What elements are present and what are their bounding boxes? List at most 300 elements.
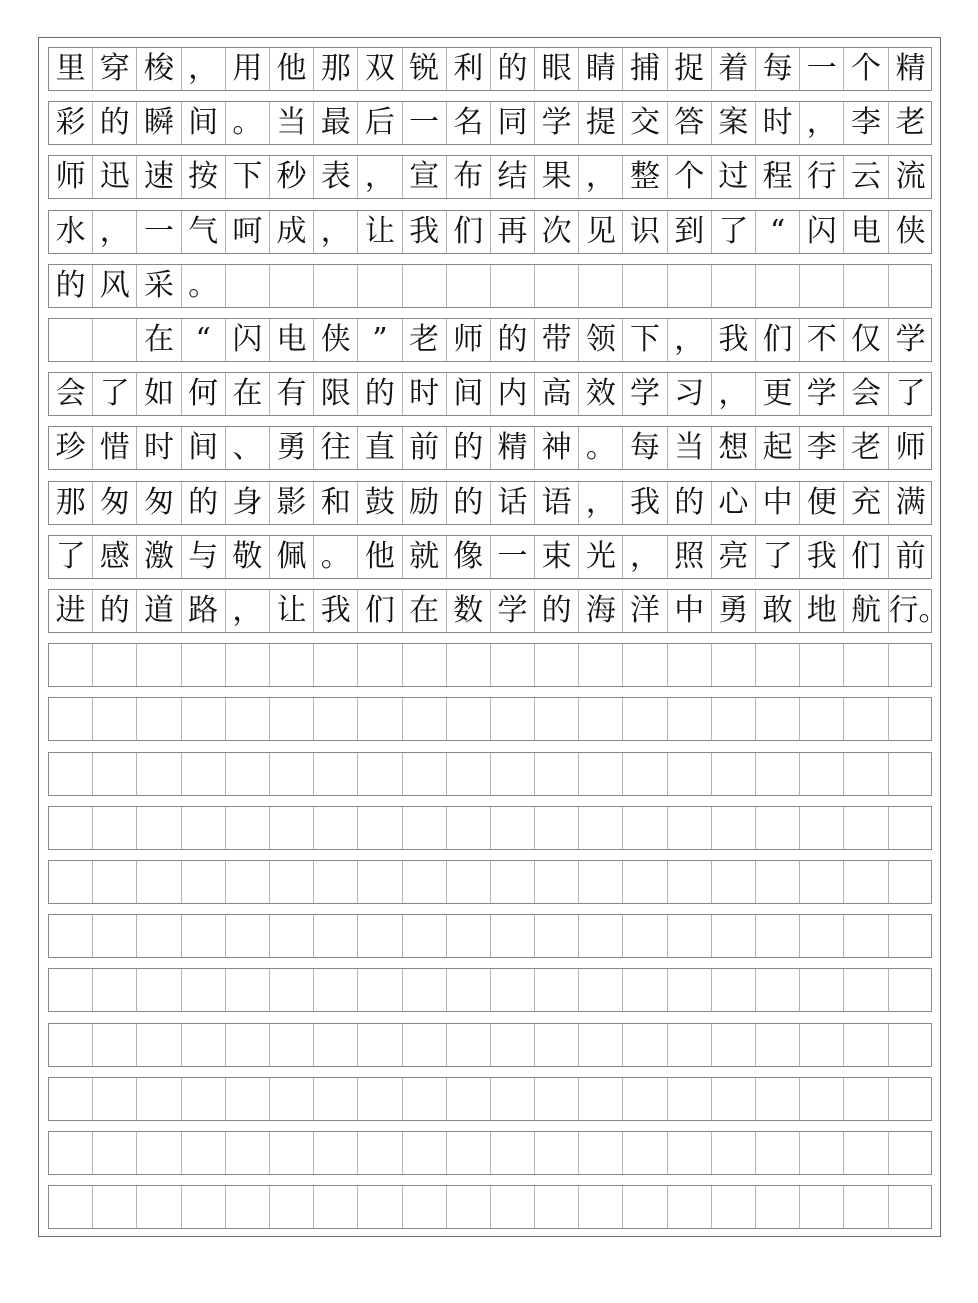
grid-cell: 在: [226, 373, 270, 415]
grid-cell: 们: [756, 319, 800, 361]
grid-cell: 前: [403, 427, 447, 469]
grid-cell: 穿: [93, 48, 137, 90]
grid-cell: 个: [668, 156, 712, 198]
grid-cell: 地: [800, 590, 844, 632]
grid-cell: 了: [756, 536, 800, 578]
grid-cell: [270, 1024, 314, 1066]
grid-cell: [226, 807, 270, 849]
grid-cell: 当: [668, 427, 712, 469]
grid-cell: 下: [226, 156, 270, 198]
grid-cell: 充: [844, 482, 888, 524]
text-row: [48, 264, 932, 308]
grid-cell: 会: [844, 373, 888, 415]
grid-cell: 心: [712, 482, 756, 524]
grid-cell: 会: [49, 373, 93, 415]
grid-cell: 后: [358, 102, 402, 144]
grid-cell: ，: [314, 211, 358, 253]
grid-cell: [535, 753, 579, 795]
grid-cell: 起: [756, 427, 800, 469]
grid-cell: 老: [844, 427, 888, 469]
grid-cell: [447, 698, 491, 740]
grid-cell: 何: [182, 373, 226, 415]
grid-cell: 像: [447, 536, 491, 578]
grid-cell: [182, 1024, 226, 1066]
grid-cell: [358, 915, 402, 957]
grid-cell: 交: [623, 102, 667, 144]
grid-cell: [93, 861, 137, 903]
grid-cell: [668, 1078, 712, 1120]
blank-row: [48, 1185, 932, 1229]
grid-cell: 敬: [226, 536, 270, 578]
grid-cell: [579, 644, 623, 686]
grid-cell: [800, 1132, 844, 1174]
grid-cell: [270, 1078, 314, 1120]
grid-cell: 就: [403, 536, 447, 578]
grid-cell: [668, 1186, 712, 1228]
grid-cell: [623, 969, 667, 1011]
grid-cell: 让: [358, 211, 402, 253]
grid-cell: 时: [137, 427, 181, 469]
grid-cell: [49, 698, 93, 740]
grid-cell: 一: [137, 211, 181, 253]
grid-cell: [800, 753, 844, 795]
grid-cell: [491, 644, 535, 686]
grid-cell: [270, 265, 314, 307]
grid-cell: 时: [403, 373, 447, 415]
grid-cell: [800, 698, 844, 740]
grid-cell: [889, 753, 933, 795]
grid-cell: [623, 1132, 667, 1174]
grid-cell: [712, 861, 756, 903]
grid-cell: 云: [844, 156, 888, 198]
grid-cell: [889, 265, 933, 307]
grid-cell: [579, 698, 623, 740]
grid-cell: 们: [447, 211, 491, 253]
grid-cell: 表: [314, 156, 358, 198]
grid-cell: 影: [270, 482, 314, 524]
grid-cell: [182, 1186, 226, 1228]
grid-cell: 在: [403, 590, 447, 632]
grid-cell: 捕: [623, 48, 667, 90]
grid-cell: [358, 753, 402, 795]
grid-cell: 神: [535, 427, 579, 469]
grid-cell: 语: [535, 482, 579, 524]
grid-cell: [579, 807, 623, 849]
grid-cell: 我: [403, 211, 447, 253]
grid-cell: [403, 915, 447, 957]
grid-cell: [182, 969, 226, 1011]
grid-cell: [668, 1132, 712, 1174]
grid-cell: 了: [93, 373, 137, 415]
grid-cell: 们: [844, 536, 888, 578]
grid-cell: [579, 915, 623, 957]
grid-cell: 了: [712, 211, 756, 253]
grid-cell: 个: [844, 48, 888, 90]
grid-cell: 结: [491, 156, 535, 198]
grid-cell: 行。: [888, 593, 949, 628]
grid-cell: 、: [226, 427, 270, 469]
text-row: [48, 155, 932, 199]
grid-cell: 睛: [579, 48, 623, 90]
grid-cell: [889, 1186, 933, 1228]
grid-cell: 风: [93, 265, 137, 307]
grid-cell: [226, 265, 270, 307]
grid-cell: [93, 319, 137, 361]
grid-cell: [49, 969, 93, 1011]
grid-cell: [314, 915, 358, 957]
grid-cell: [668, 753, 712, 795]
grid-cell: 。: [579, 427, 623, 469]
grid-cell: [314, 861, 358, 903]
grid-cell: [800, 1186, 844, 1228]
grid-cell: [49, 1186, 93, 1228]
grid-cell: ，: [226, 590, 270, 632]
grid-cell: 中: [668, 590, 712, 632]
grid-cell: 提: [579, 102, 623, 144]
grid-cell: [579, 861, 623, 903]
grid-cell: [712, 1132, 756, 1174]
grid-cell: 用: [226, 48, 270, 90]
grid-cell: 侠: [314, 319, 358, 361]
grid-cell: [226, 915, 270, 957]
grid-cell: 老: [895, 105, 926, 141]
grid-cell: [491, 1078, 535, 1120]
grid-cell: “: [756, 211, 800, 253]
grid-cell: [756, 698, 800, 740]
grid-cell: [270, 1132, 314, 1174]
grid-cell: 着: [712, 48, 756, 90]
grid-cell: [756, 807, 800, 849]
grid-cell: [491, 807, 535, 849]
grid-cell: [182, 644, 226, 686]
grid-cell: [403, 265, 447, 307]
grid-cell: 同: [491, 102, 535, 144]
grid-cell: 里: [49, 48, 93, 90]
grid-cell: [403, 753, 447, 795]
text-row: [48, 481, 932, 525]
grid-cell: 我: [800, 536, 844, 578]
grid-cell: [756, 753, 800, 795]
grid-cell: 电: [270, 319, 314, 361]
grid-cell: 满: [895, 484, 926, 520]
grid-cell: 间: [447, 373, 491, 415]
grid-cell: [623, 915, 667, 957]
grid-cell: [712, 265, 756, 307]
grid-cell: 佩: [270, 536, 314, 578]
grid-cell: [535, 807, 579, 849]
grid-cell: 师: [49, 156, 93, 198]
grid-cell: 我: [623, 482, 667, 524]
grid-cell: 间: [182, 427, 226, 469]
grid-cell: [182, 861, 226, 903]
grid-cell: [889, 915, 933, 957]
grid-cell: 的: [49, 265, 93, 307]
grid-cell: [668, 969, 712, 1011]
grid-cell: 水: [49, 211, 93, 253]
blank-row: [48, 1023, 932, 1067]
grid-cell: 带: [535, 319, 579, 361]
grid-cell: [314, 969, 358, 1011]
grid-cell: 和: [314, 482, 358, 524]
grid-cell: [358, 265, 402, 307]
grid-cell: [535, 861, 579, 903]
grid-cell: 洋: [623, 590, 667, 632]
grid-cell: 师: [447, 319, 491, 361]
grid-cell: [314, 265, 358, 307]
grid-cell: [579, 265, 623, 307]
grid-cell: [623, 807, 667, 849]
grid-cell: [314, 1132, 358, 1174]
grid-cell: [358, 807, 402, 849]
grid-cell: [623, 1024, 667, 1066]
grid-cell: 师: [895, 430, 926, 466]
grid-cell: [137, 1186, 181, 1228]
grid-cell: [579, 753, 623, 795]
grid-cell: [623, 753, 667, 795]
grid-cell: 捉: [668, 48, 712, 90]
grid-cell: 的: [668, 482, 712, 524]
grid-cell: 每: [623, 427, 667, 469]
grid-cell: [889, 644, 933, 686]
text-row: [48, 372, 932, 416]
grid-cell: 学: [535, 102, 579, 144]
grid-cell: 的: [358, 373, 402, 415]
grid-cell: [844, 1078, 888, 1120]
grid-cell: [712, 753, 756, 795]
grid-cell: 领: [579, 319, 623, 361]
grid-cell: [49, 644, 93, 686]
grid-cell: [491, 1024, 535, 1066]
grid-cell: 瞬: [137, 102, 181, 144]
grid-cell: [447, 969, 491, 1011]
grid-cell: 利: [447, 48, 491, 90]
grid-cell: [447, 644, 491, 686]
grid-cell: [623, 265, 667, 307]
grid-cell: [403, 1132, 447, 1174]
grid-cell: [447, 265, 491, 307]
grid-cell: [579, 969, 623, 1011]
grid-cell: [270, 915, 314, 957]
grid-cell: [800, 1078, 844, 1120]
grid-cell: [800, 644, 844, 686]
grid-cell: 按: [182, 156, 226, 198]
grid-cell: 不: [800, 319, 844, 361]
grid-cell: [270, 807, 314, 849]
grid-cell: [358, 861, 402, 903]
grid-cell: [358, 1186, 402, 1228]
grid-cell: [226, 698, 270, 740]
grid-cell: [447, 1186, 491, 1228]
grid-cell: 的: [535, 590, 579, 632]
grid-cell: [226, 861, 270, 903]
grid-cell: 眼: [535, 48, 579, 90]
grid-cell: 路: [182, 590, 226, 632]
grid-cell: [844, 644, 888, 686]
grid-cell: [623, 1186, 667, 1228]
grid-cell: 珍: [49, 427, 93, 469]
grid-cell: 一: [800, 48, 844, 90]
grid-cell: [49, 753, 93, 795]
grid-cell: 我: [314, 590, 358, 632]
grid-cell: 前: [895, 538, 926, 574]
grid-cell: 在: [137, 319, 181, 361]
text-row: [48, 535, 932, 579]
grid-cell: [137, 644, 181, 686]
grid-cell: [49, 319, 93, 361]
grid-cell: 最: [314, 102, 358, 144]
grid-cell: 的: [491, 319, 535, 361]
grid-cell: [889, 969, 933, 1011]
grid-cell: 直: [358, 427, 402, 469]
grid-cell: 了: [49, 536, 93, 578]
grid-cell: 采: [137, 265, 181, 307]
grid-cell: [93, 644, 137, 686]
grid-cell: 惜: [93, 427, 137, 469]
grid-cell: 他: [270, 48, 314, 90]
grid-cell: [314, 807, 358, 849]
grid-cell: 内: [491, 373, 535, 415]
grid-cell: 如: [137, 373, 181, 415]
grid-cell: [535, 265, 579, 307]
grid-cell: [889, 861, 933, 903]
grid-cell: [491, 265, 535, 307]
grid-cell: 感: [93, 536, 137, 578]
grid-cell: 学: [623, 373, 667, 415]
grid-cell: 闪: [226, 319, 270, 361]
grid-cell: [491, 1132, 535, 1174]
grid-cell: 航: [844, 590, 888, 632]
grid-cell: [182, 753, 226, 795]
grid-cell: [182, 1132, 226, 1174]
text-row: [48, 210, 932, 254]
grid-cell: [137, 915, 181, 957]
grid-cell: [314, 753, 358, 795]
grid-cell: [800, 969, 844, 1011]
grid-cell: 往: [314, 427, 358, 469]
grid-cell: [137, 861, 181, 903]
grid-cell: 迅: [93, 156, 137, 198]
grid-cell: 梭: [137, 48, 181, 90]
grid-cell: [844, 915, 888, 957]
grid-cell: [358, 1132, 402, 1174]
grid-cell: [712, 1186, 756, 1228]
grid-cell: [403, 807, 447, 849]
grid-cell: [403, 1078, 447, 1120]
grid-cell: [712, 698, 756, 740]
grid-cell: [447, 1132, 491, 1174]
text-row: [48, 318, 932, 362]
grid-cell: ，: [93, 211, 137, 253]
grid-cell: [226, 753, 270, 795]
grid-cell: [182, 807, 226, 849]
grid-cell: 呵: [226, 211, 270, 253]
grid-cell: 精: [895, 51, 926, 86]
grid-cell: [403, 698, 447, 740]
grid-cell: [756, 1024, 800, 1066]
grid-cell: [668, 698, 712, 740]
grid-cell: 过: [712, 156, 756, 198]
grid-cell: 宣: [403, 156, 447, 198]
grid-cell: 想: [712, 427, 756, 469]
grid-cell: 束: [535, 536, 579, 578]
grid-cell: [49, 1132, 93, 1174]
grid-cell: [314, 1186, 358, 1228]
grid-cell: [270, 861, 314, 903]
blank-row: [48, 643, 932, 687]
grid-cell: 身: [226, 482, 270, 524]
grid-cell: [226, 1132, 270, 1174]
grid-cell: 。: [182, 265, 226, 307]
grid-cell: [137, 1132, 181, 1174]
grid-cell: 。: [226, 102, 270, 144]
grid-cell: [535, 1132, 579, 1174]
grid-cell: [137, 807, 181, 849]
grid-cell: [93, 1132, 137, 1174]
grid-cell: 闪: [800, 211, 844, 253]
grid-cell: [270, 969, 314, 1011]
grid-cell: [314, 1078, 358, 1120]
grid-cell: [358, 969, 402, 1011]
grid-cell: [844, 1024, 888, 1066]
grid-cell: 的: [447, 427, 491, 469]
grid-cell: 速: [137, 156, 181, 198]
grid-cell: 鼓: [358, 482, 402, 524]
grid-cell: [889, 1078, 933, 1120]
grid-cell: [49, 1024, 93, 1066]
grid-cell: [226, 1078, 270, 1120]
grid-cell: 程: [756, 156, 800, 198]
grid-cell: [800, 1024, 844, 1066]
grid-cell: 见: [579, 211, 623, 253]
grid-cell: ，: [800, 102, 844, 144]
grid-cell: [314, 698, 358, 740]
grid-cell: 的: [93, 102, 137, 144]
grid-cell: [800, 861, 844, 903]
grid-cell: 电: [844, 211, 888, 253]
grid-cell: 精: [491, 427, 535, 469]
grid-cell: 们: [358, 590, 402, 632]
text-row: [48, 47, 932, 91]
grid-cell: [712, 644, 756, 686]
grid-cell: [403, 644, 447, 686]
grid-cell: [447, 1078, 491, 1120]
grid-cell: [712, 1024, 756, 1066]
grid-cell: [800, 807, 844, 849]
grid-cell: [668, 1024, 712, 1066]
grid-cell: 李: [800, 427, 844, 469]
blank-row: [48, 806, 932, 850]
grid-cell: 那: [314, 48, 358, 90]
grid-cell: 光: [579, 536, 623, 578]
grid-cell: [314, 1024, 358, 1066]
grid-cell: [668, 861, 712, 903]
grid-cell: ，: [182, 48, 226, 90]
grid-cell: [623, 698, 667, 740]
grid-cell: [182, 1078, 226, 1120]
grid-cell: 锐: [403, 48, 447, 90]
grid-cell: 行: [800, 156, 844, 198]
grid-cell: [403, 1024, 447, 1066]
grid-cell: [447, 1024, 491, 1066]
grid-cell: 学: [800, 373, 844, 415]
grid-cell: [491, 861, 535, 903]
grid-cell: [137, 753, 181, 795]
grid-cell: [579, 1186, 623, 1228]
grid-cell: [491, 753, 535, 795]
grid-cell: [491, 915, 535, 957]
grid-cell: [844, 698, 888, 740]
grid-cell: 每: [756, 48, 800, 90]
